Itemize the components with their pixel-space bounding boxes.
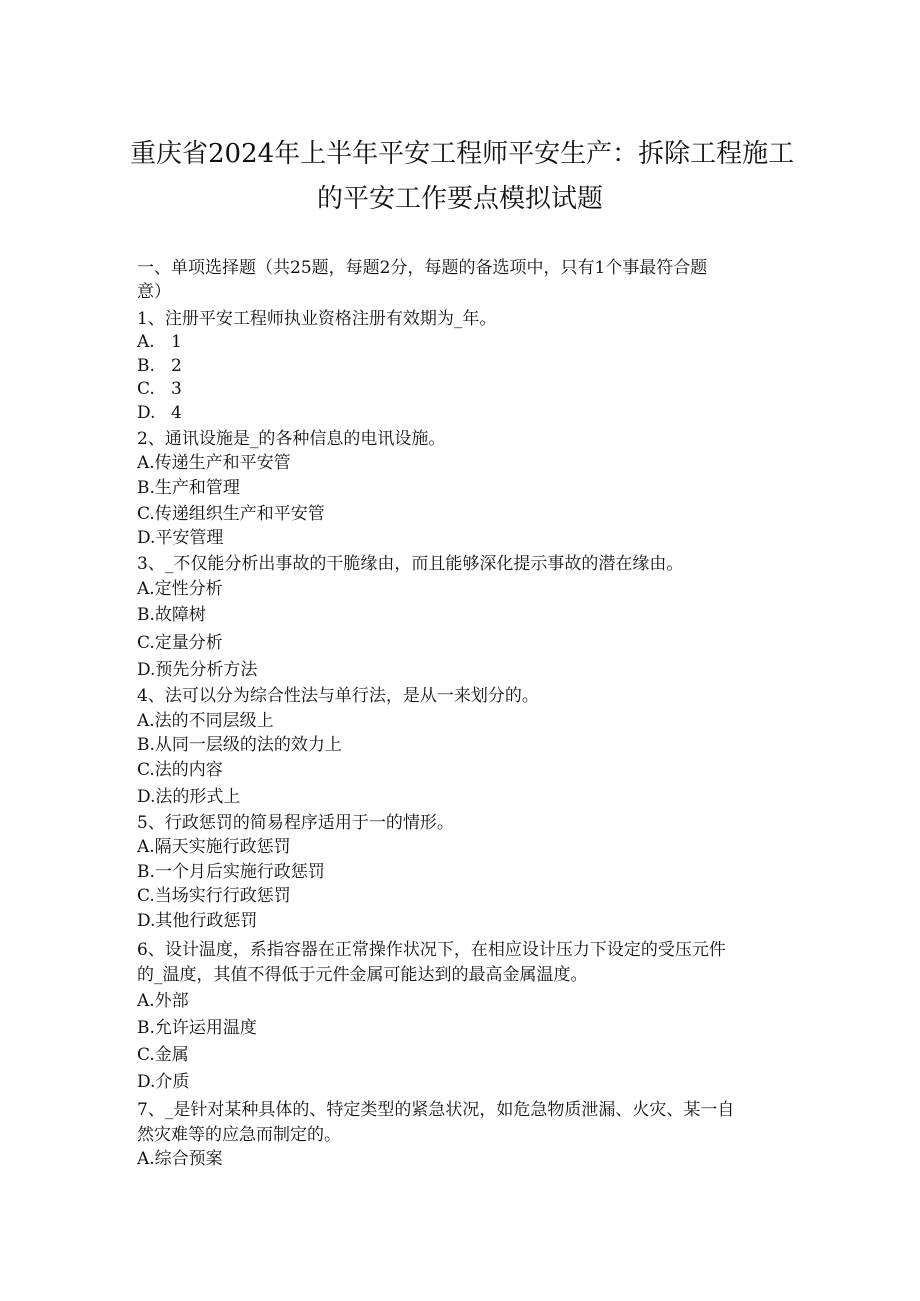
- question-option: [137, 331, 797, 353]
- question-option: C.法的内容: [137, 760, 223, 780]
- question-option: C.定量分析: [137, 633, 223, 653]
- question-option: B.故障树: [137, 605, 206, 625]
- question-option: A.综合预案: [137, 1149, 223, 1169]
- question-stem: 4、法可以分为综合性法与单行法，是从一来划分的。: [137, 686, 539, 706]
- question-stem: 2、通讯设施是_的各种信息的电讯设施。: [137, 429, 446, 449]
- option-label: B.: [137, 356, 155, 376]
- question-option: [137, 355, 797, 377]
- option-label: A.: [137, 332, 155, 352]
- question-option: C.当场实行行政惩罚: [137, 886, 291, 906]
- option-label: C.: [137, 379, 155, 399]
- question-option: [137, 378, 797, 400]
- question-stem-line-1: 7、_是针对某种具体的、特定类型的紧急状况，如危急物质泄漏、火灾、某一自: [137, 1100, 735, 1120]
- question-option: A.隔天实施行政惩罚: [137, 837, 291, 857]
- option-text: 4: [171, 403, 182, 423]
- question-option: C.传递组织生产和平安管: [137, 504, 325, 524]
- question-stem: 5、行政惩罚的简易程序适用于一的情形。: [137, 813, 454, 833]
- question-option: A.法的不同层级上: [137, 711, 274, 731]
- option-text: 3: [171, 379, 182, 399]
- section-heading-line-1: 一、单项选择题（共25题，每题2分，每题的备选项中，只有1个事最符合题: [137, 258, 708, 278]
- option-label: D.: [137, 403, 156, 423]
- title-line-1: 重庆省2024年上半年平安工程师平安生产：拆除工程施工: [130, 139, 795, 169]
- question-stem-line-2: 然灾难等的应急而制定的。: [137, 1125, 341, 1145]
- question-stem-line-1: 6、设计温度，系指容器在正常操作状况下，在相应设计压力下设定的受压元件: [137, 940, 726, 960]
- question-option: A.外部: [137, 991, 189, 1011]
- option-text: 1: [171, 332, 182, 352]
- question-option: B.一个月后实施行政惩罚: [137, 862, 325, 882]
- question-option: B.从同一层级的法的效力上: [137, 735, 342, 755]
- question-stem: 3、_不仅能分析出事故的干脆缘由，而且能够深化提示事故的潜在缘由。: [137, 554, 684, 574]
- question-option: C.金属: [137, 1045, 189, 1065]
- question-option: D.法的形式上: [137, 787, 241, 807]
- question-option: A.传递生产和平安管: [137, 453, 291, 473]
- question-option: [137, 402, 797, 424]
- question-option: A.定性分析: [137, 579, 223, 599]
- question-option: D.预先分析方法: [137, 660, 258, 680]
- question-option: D.平安管理: [137, 528, 224, 548]
- section-heading-line-2: 意）: [137, 282, 171, 302]
- question-option: D.其他行政惩罚: [137, 911, 258, 931]
- question-stem: 1、注册平安工程师执业资格注册有效期为_年。: [137, 309, 497, 329]
- question-option: D.介质: [137, 1072, 190, 1092]
- question-option: B.允许运用温度: [137, 1018, 257, 1038]
- option-text: 2: [171, 356, 182, 376]
- question-option: B.生产和管理: [137, 478, 240, 498]
- question-stem-line-2: 的_温度，其值不得低于元件金属可能达到的最高金属温度。: [137, 965, 588, 985]
- title-line-2: 的平安工作要点模拟试题: [316, 184, 603, 214]
